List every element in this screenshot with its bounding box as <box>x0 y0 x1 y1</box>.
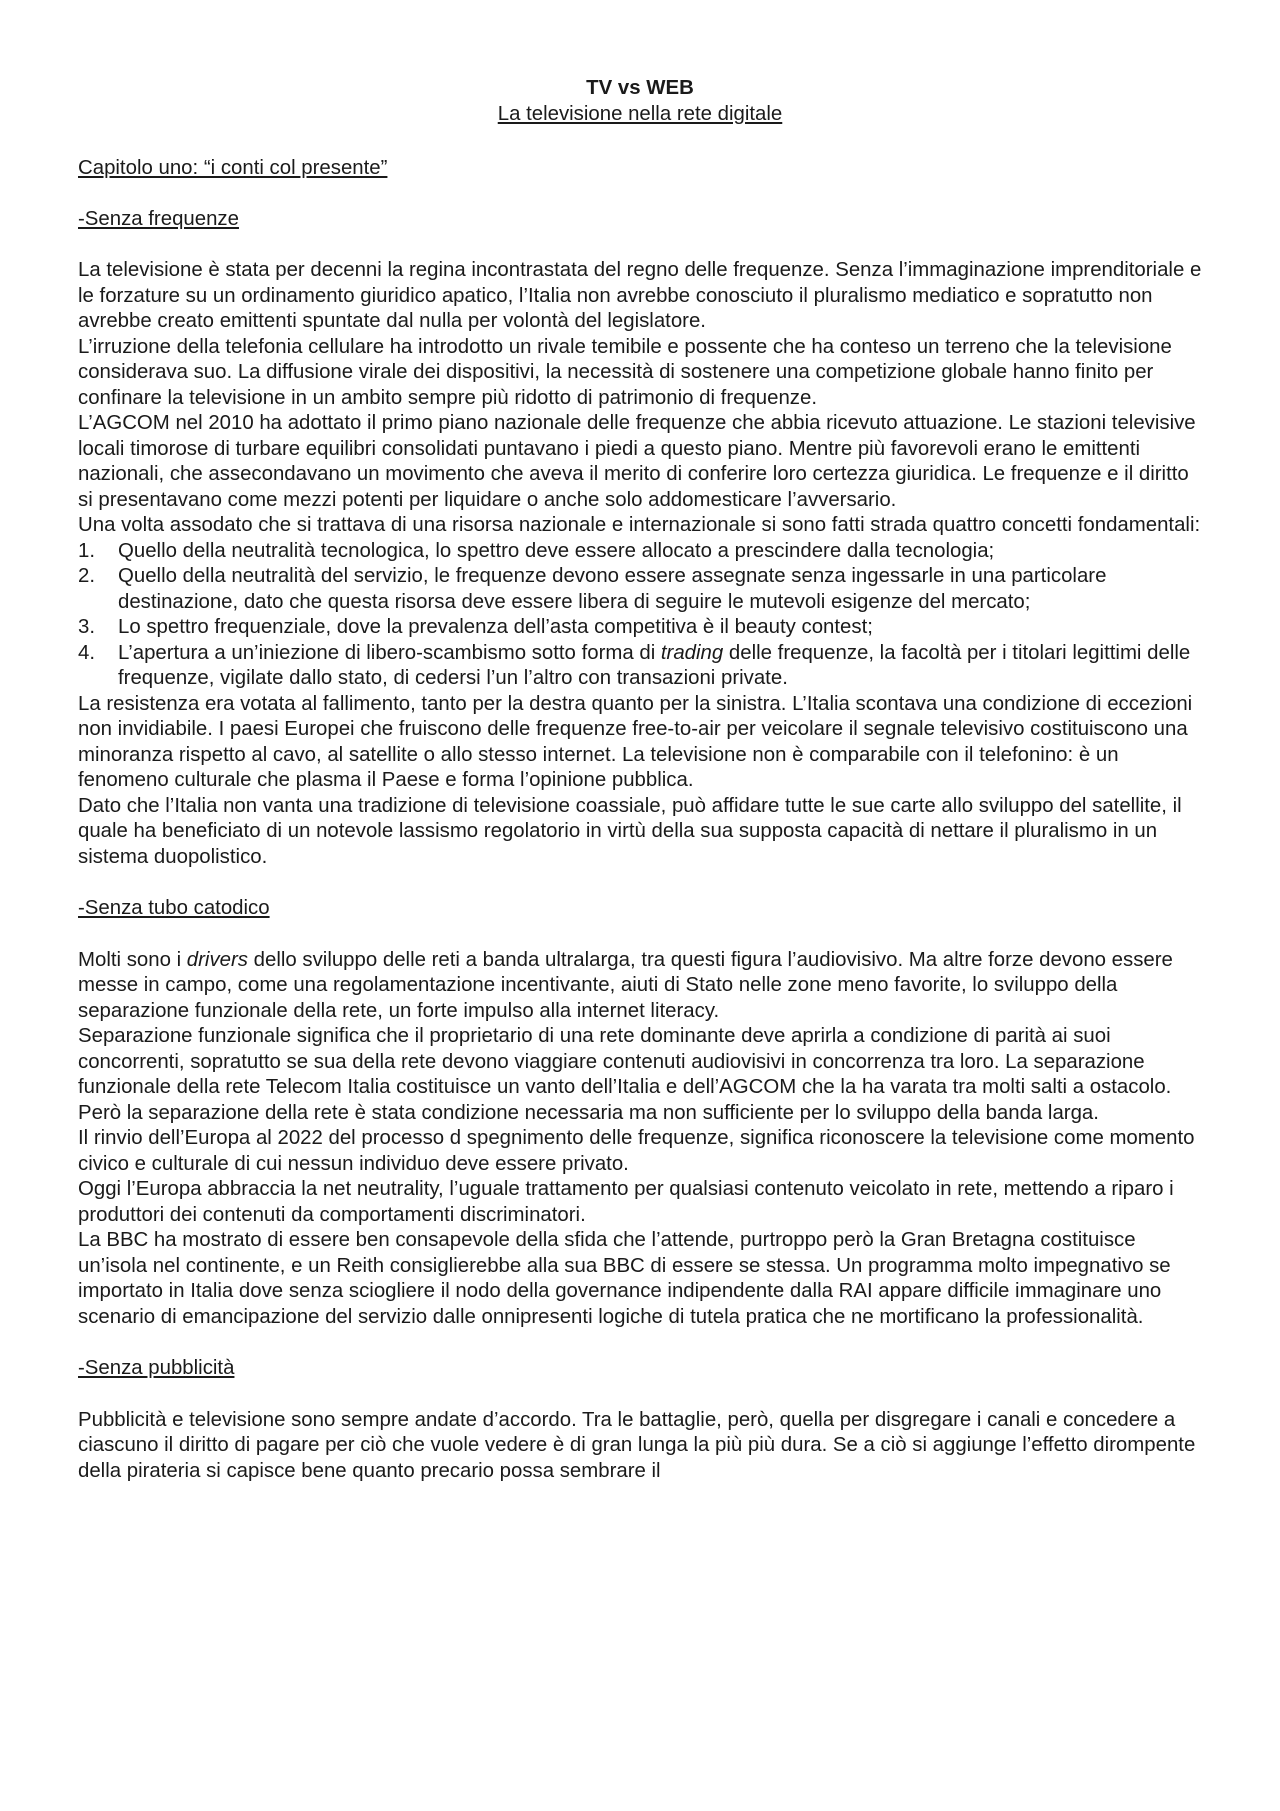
numbered-list <box>78 539 1202 692</box>
text-run: dello sviluppo delle reti a banda ultralarga, tra questi figura l’audiovisivo. Ma altre forze devono essere messe in campo, come una regolamentazione incentivante, aiuti di Stato nelle zone meno favorite, lo sviluppo della separazione funzionale della rete, un forte impulso alla internet literacy. <box>78 948 1173 1022</box>
list-item-text: L’apertura a un’iniezione di libero-scambismo sotto forma di <box>118 641 661 664</box>
list-number: 1. <box>78 539 96 562</box>
paragraph: Oggi l’Europa abbraccia la net neutrality, l’uguale trattamento per qualsiasi contenuto veicolato in rete, mettendo a riparo i produttori dei contenuti da comportamenti discriminatori. <box>78 1178 1174 1226</box>
chapter-heading: Capitolo uno: “i conti col presente” <box>78 157 388 179</box>
paragraph: Una volta assodato che si trattava di una risorsa nazionale e internazionale si sono fatti strada quattro concetti fondamentali: <box>78 514 1201 536</box>
section-heading-pubblicita: -Senza pubblicità <box>78 1357 235 1379</box>
paragraph: L’irruzione della telefonia cellulare ha introdotto un rivale temibile e possente che ha conteso un terreno che la televisione considerava suo. La diffusione virale dei dispositivi, la necessità di sostenere una competizione globale hanno finito per confinare la televisione in un ambito sempre più ridotto di patrimonio di frequenze. <box>78 335 1172 409</box>
paragraph: Separazione funzionale significa che il proprietario di una rete dominante deve aprirla a condizione di parità ai suoi concorrenti, sopratutto se sua della rete devono viaggiare contenuti audiovisivi in concorrenza tra loro. La separazione funzionale della rete Telecom Italia costituisce un vanto dell’Italia e dell’AGCOM che la ha varata tra molti salti a ostacolo. Però la separazione della rete è stata condizione necessaria ma non sufficiente per lo sviluppo della banda larga. <box>78 1025 1172 1124</box>
list-item-text: delle frequenze, la facoltà per i titolari legittimi delle frequenze, vigilate dallo stato, di cedersi l’un l’altro con transazioni private. <box>118 641 1191 689</box>
emphasis-trading: trading <box>660 641 724 664</box>
text-run: Molti sono i <box>78 948 187 971</box>
emphasis-drivers: drivers <box>186 948 248 971</box>
list-item <box>78 615 1202 641</box>
paragraph: Il rinvio dell’Europa al 2022 del processo d spegnimento delle frequenze, significa riconoscere la televisione come momento civico e culturale di cui nessun individuo deve essere privato. <box>78 1127 1195 1175</box>
paragraph: L’AGCOM nel 2010 ha adottato il primo piano nazionale delle frequenze che abbia ricevuto attuazione. Le stazioni televisive locali timorose di turbare equilibri consolidati puntavano i piedi a questo piano. Mentre più favorevoli erano le emittenti nazionali, che assecondavano un movimento che aveva il merito di conferire loro certezza giuridica. Le frequenze e il diritto si presentavano come mezzi potenti per liquidare o anche solo addomesticare l’avversario. <box>78 412 1196 511</box>
list-item <box>78 641 1202 692</box>
paragraph: La resistenza era votata al fallimento, tanto per la destra quanto per la sinistra. L’Italia scontava una condizione di eccezioni non invidiabile. I paesi Europei che fruiscono delle frequenze free-to-air per veicolare il segnale televisivo costituiscono una minoranza rispetto al cavo, al satellite o allo stesso internet. La televisione non è comparabile con il telefonino: è un fenomeno culturale che plasma il Paese e forma l’opinione pubblica. <box>78 692 1193 791</box>
page-title: TV vs WEB <box>586 77 694 99</box>
list-number: 2. <box>78 565 96 587</box>
section-heading-tubo-catodico: -Senza tubo catodico <box>78 897 270 919</box>
list-item <box>78 564 1202 615</box>
paragraph: La televisione è stata per decenni la regina incontrastata del regno delle frequenze. Senza l’immaginazione imprenditoriale e le forzature su un ordinamento giuridico apatico, l’Italia non avrebbe conosciuto il pluralismo mediatico e sopratutto non avrebbe creato emittenti spuntate dal nulla per volontà del legislatore. <box>78 259 1202 332</box>
paragraph: Pubblicità e televisione sono sempre andate d’accordo. Tra le battaglie, però, quella per disgregare i canali e concedere a ciascuno il diritto di pagare per ciò che vuole vedere è di gran lunga la più più dura. Se a ciò si aggiunge l’effetto dirompente della pirateria si capisce bene quanto precario possa sembrare il <box>78 1408 1196 1482</box>
page-subtitle: La televisione nella rete digitale <box>497 102 783 125</box>
section-body-tubo-catodico <box>78 948 1202 1331</box>
section-body-frequenze <box>78 258 1202 870</box>
list-number: 3. <box>78 616 96 638</box>
section-body-pubblicita <box>78 1408 1202 1485</box>
list-item-text: Quello della neutralità del servizio, le frequenze devono essere assegnate senza ingessarle in una particolare destinazione, dato che questa risorsa deve essere libera di seguire le mutevoli esigenze del mercato; <box>118 565 1107 613</box>
list-item-text: Lo spettro frequenziale, dove la prevalenza dell’asta competitiva è il beauty contest; <box>118 616 873 638</box>
list-number: 4. <box>78 641 96 664</box>
list-item <box>78 539 1202 565</box>
paragraph: Dato che l’Italia non vanta una tradizione di televisione coassiale, può affidare tutte le sue carte allo sviluppo del satellite, il quale ha beneficiato di un notevole lassismo regolatorio in virtù della sua supposta capacità di nettare il pluralismo in un sistema duopolistico. <box>78 794 1182 868</box>
paragraph <box>78 948 1202 1025</box>
paragraph: La BBC ha mostrato di essere ben consapevole della sfida che l’attende, purtroppo però la Gran Bretagna costituisce un’isola nel continente, e un Reith consiglierebbe alla sua BBC di essere se stessa. Un programma molto impegnativo se importato in Italia dove senza sciogliere il nodo della governance indipendente dalla RAI appare difficile immaginare uno scenario di emancipazione del servizio dalle onnipresenti logiche di tutela pratica che ne mortificano la professionalità. <box>78 1229 1171 1328</box>
list-item-text: Quello della neutralità tecnologica, lo spettro deve essere allocato a prescindere dalla tecnologia; <box>118 539 995 562</box>
section-heading-frequenze: -Senza frequenze <box>78 207 239 230</box>
